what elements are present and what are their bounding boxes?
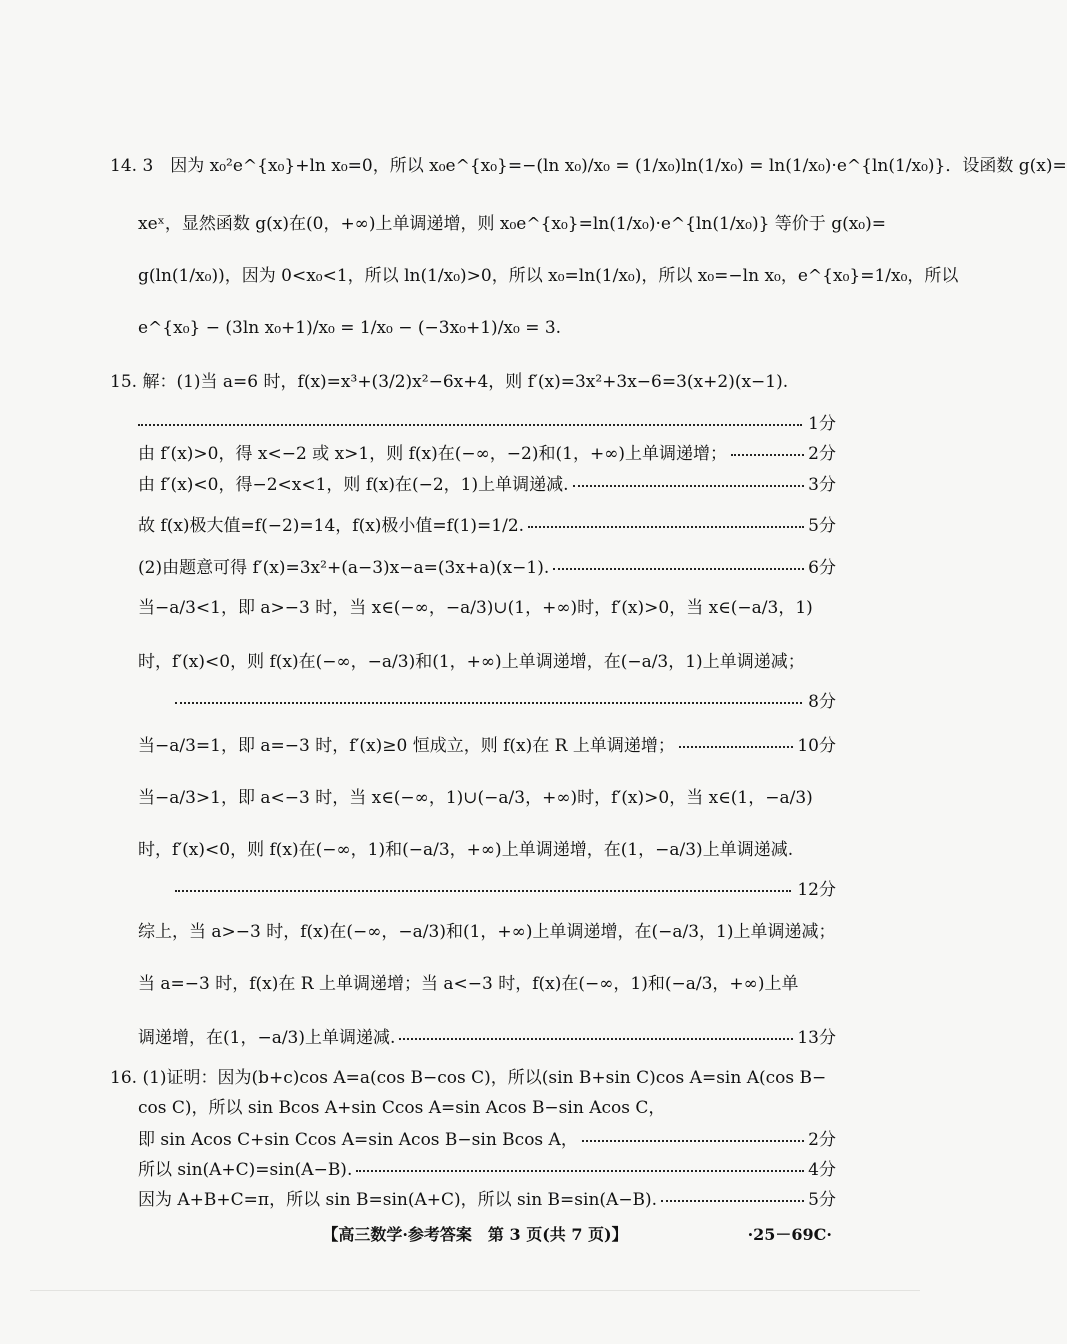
score-label: 4分: [808, 1159, 836, 1180]
score-label: 2分: [808, 443, 836, 464]
p16-line2: cos C)，所以 sin Bcos A+sin Ccos A=sin Acos B−sin Acos C，: [138, 1098, 666, 1118]
p15-line14: 当 a=−3 时，f(x)在 R 上单调递增；当 a<−3 时，f(x)在(−∞，1)和(−a/3，+∞)上单: [138, 974, 799, 994]
score-label: 3分: [808, 474, 836, 495]
p16-row5: [138, 1186, 836, 1208]
p15-row2: [138, 440, 836, 462]
leader-dots: [399, 1038, 793, 1040]
score-label: 5分: [808, 515, 836, 536]
row-text: (2)由题意可得 f′(x)=3x²+(a−3)x−a=(3x+a)(x−1).: [138, 557, 550, 578]
row-text: 当−a/3=1，即 a=−3 时，f′(x)≥0 恒成立，则 f(x)在 R 上单调递增；: [138, 735, 675, 756]
p15-line10: 当−a/3>1，即 a<−3 时，当 x∈(−∞，1)∪(−a/3，+∞)时，f′(x)>0，当 x∈(1，−a/3): [138, 788, 813, 808]
leader-dots: [731, 454, 804, 456]
p16-line1: 16. (1)证明：因为(b+c)cos A=a(cos B−cos C)，所以(sin B+sin C)cos A=sin A(cos B−: [110, 1068, 827, 1088]
p15-line13: 综上，当 a>−3 时，f(x)在(−∞，−a/3)和(1，+∞)上单调递增，在(−a/3，1)上单调递减；: [138, 922, 836, 942]
p14-line2: xeˣ，显然函数 g(x)在(0，+∞)上单调递增，则 x₀e^{x₀}=ln(1/x₀)·e^{ln(1/x₀)} 等价于 g(x₀)=: [138, 214, 886, 234]
p14-line3: g(ln(1/x₀))，因为 0<x₀<1，所以 ln(1/x₀)>0，所以 x₀=ln(1/x₀)，所以 x₀=−ln x₀，e^{x₀}=1/x₀，所以: [138, 266, 959, 286]
leader-dots: [528, 526, 804, 528]
p14-line1: 14. 3 因为 x₀²e^{x₀}+ln x₀=0，所以 x₀e^{x₀}=−(ln x₀)/x₀ = (1/x₀)ln(1/x₀) = ln(1/x₀)·e^{ln(1/x₀)}．设函数 g(x)=: [110, 156, 1067, 176]
row-text: 故 f(x)极大值=f(−2)=14，f(x)极小值=f(1)=1/2.: [138, 515, 525, 536]
leader-dots: [573, 485, 805, 487]
score-label: 10分: [797, 735, 836, 756]
p15-row3: [138, 471, 836, 493]
row-text: 所以 sin(A+C)=sin(A−B).: [138, 1159, 353, 1180]
row-text: 由 f′(x)>0，得 x<−2 或 x>1，则 f(x)在(−∞，−2)和(1，+∞)上单调递增；: [138, 443, 727, 464]
p15-score-row1: [138, 410, 836, 432]
p15-row5: [138, 554, 836, 576]
score-label: 2分: [808, 1129, 836, 1150]
leader-dots: [679, 746, 794, 748]
row-text: 由 f′(x)<0，得−2<x<1，则 f(x)在(−2，1)上单调递减.: [138, 474, 569, 495]
p15-line6: 当−a/3<1，即 a>−3 时，当 x∈(−∞，−a/3)∪(1，+∞)时，f′(x)>0，当 x∈(−a/3，1): [138, 598, 813, 618]
leader-dots: [553, 568, 804, 570]
footer-code: ·25－69C·: [747, 1225, 832, 1244]
row-text: 即 sin Acos C+sin Ccos A=sin Acos B−sin Bcos A，: [138, 1129, 578, 1150]
leader-dots: [661, 1200, 804, 1202]
score-label: 13分: [797, 1027, 836, 1048]
p14-line4: e^{x₀} − (3ln x₀+1)/x₀ = 1/x₀ − (−3x₀+1)/x₀ = 3.: [138, 318, 562, 338]
p15-row15: [138, 1024, 836, 1046]
leader-dots: [356, 1170, 804, 1172]
row-text: 因为 A+B+C=π，所以 sin B=sin(A+C)，所以 sin B=sin(A−B).: [138, 1189, 658, 1210]
p15-line1: 15. 解：(1)当 a=6 时，f(x)=x³+(3/2)x²−6x+4，则 f′(x)=3x²+3x−6=3(x+2)(x−1).: [110, 372, 789, 392]
score-label: 8分: [808, 691, 836, 712]
leader-dots: [138, 424, 802, 426]
score-label: 6分: [808, 557, 836, 578]
p15-row9: [138, 732, 836, 754]
p15-score-row8: [175, 688, 836, 710]
p15-line11: 时，f′(x)<0，则 f(x)在(−∞，1)和(−a/3，+∞)上单调递增，在(1，−a/3)上单调递减.: [138, 840, 794, 860]
p15-row4: [138, 512, 836, 534]
p15-line7: 时，f′(x)<0，则 f(x)在(−∞，−a/3)和(1，+∞)上单调递增，在(−a/3，1)上单调递减；: [138, 652, 805, 672]
p16-row4: [138, 1156, 836, 1178]
page-footer: [0, 1222, 950, 1244]
leader-dots: [175, 702, 802, 704]
row-text: 调递增，在(1，−a/3)上单调递减.: [138, 1027, 396, 1048]
footer-title: 【高三数学·参考答案 第 3 页(共 7 页)】: [322, 1225, 628, 1244]
p15-score-row12: [175, 876, 836, 898]
leader-dots: [582, 1140, 804, 1142]
bottom-divider: [30, 1290, 920, 1291]
score-label: 5分: [808, 1189, 836, 1210]
score-label: 1分: [808, 413, 836, 434]
score-label: 12分: [797, 879, 836, 900]
p16-row3: [138, 1126, 836, 1148]
leader-dots: [175, 890, 791, 892]
